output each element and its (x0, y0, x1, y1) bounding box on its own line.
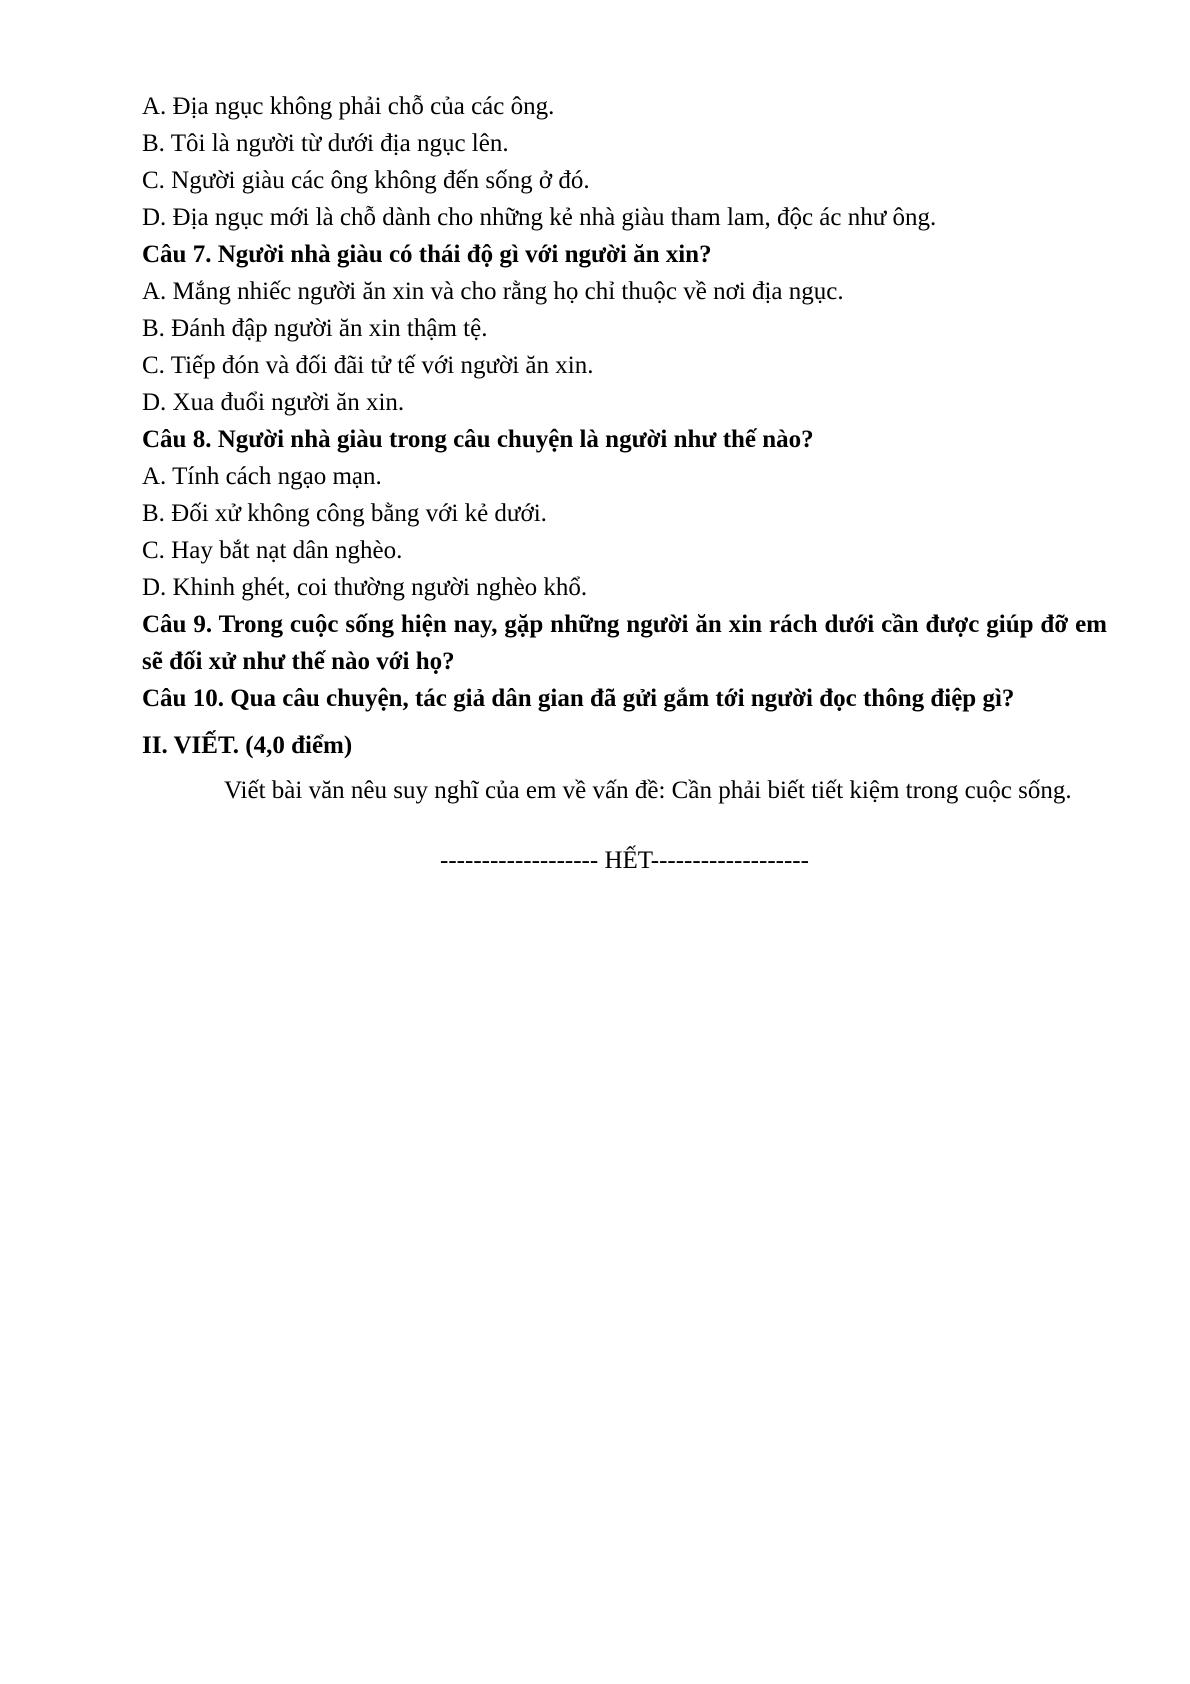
q6-option-b: B. Tôi là người từ dưới địa ngục lên. (142, 130, 509, 157)
question-7: Câu 7. Người nhà giàu có thái độ gì với người ăn xin? (142, 241, 712, 268)
q6-option-a: A. Địa ngục không phải chỗ của các ông. (142, 93, 555, 120)
q8-option-d: D. Khinh ghét, coi thường người nghèo khổ. (142, 574, 588, 601)
q7-option-c: C. Tiếp đón và đối đãi tử tế với người ăn xin. (142, 352, 594, 379)
q7-option-b: B. Đánh đập người ăn xin thậm tệ. (142, 315, 488, 342)
question-9: Câu 9. Trong cuộc sống hiện nay, gặp những người ăn xin rách dưới cần được giúp đỡ em sẽ đối xử như thế nào với họ? (142, 611, 1107, 675)
writing-prompt: Viết bài văn nêu suy nghĩ của em về vấn đề: Cần phải biết tiết kiệm trong cuộc sống. (224, 777, 1072, 804)
question-10: Câu 10. Qua câu chuyện, tác giả dân gian đã gửi gắm tới người đọc thông điệp gì? (142, 685, 1015, 712)
q6-option-c: C. Người giàu các ông không đến sống ở đó. (142, 167, 590, 194)
q8-option-c: C. Hay bắt nạt dân nghèo. (142, 537, 403, 564)
end-marker: ------------------- HẾT------------------- (440, 847, 809, 874)
q6-option-d: D. Địa ngục mới là chỗ dành cho những kẻ nhà giàu tham lam, độc ác như ông. (142, 204, 937, 231)
section-heading-writing: II. VIẾT. (4,0 điểm) (142, 732, 353, 759)
q7-option-a: A. Mắng nhiếc người ăn xin và cho rằng họ chỉ thuộc về nơi địa ngục. (142, 278, 844, 305)
q8-option-a: A. Tính cách ngạo mạn. (142, 463, 382, 490)
q7-option-d: D. Xua đuổi người ăn xin. (142, 389, 405, 416)
q8-option-b: B. Đối xử không công bằng với kẻ dưới. (142, 500, 547, 527)
question-8: Câu 8. Người nhà giàu trong câu chuyện là người như thế nào? (142, 426, 814, 453)
exam-page (142, 88, 1107, 809)
